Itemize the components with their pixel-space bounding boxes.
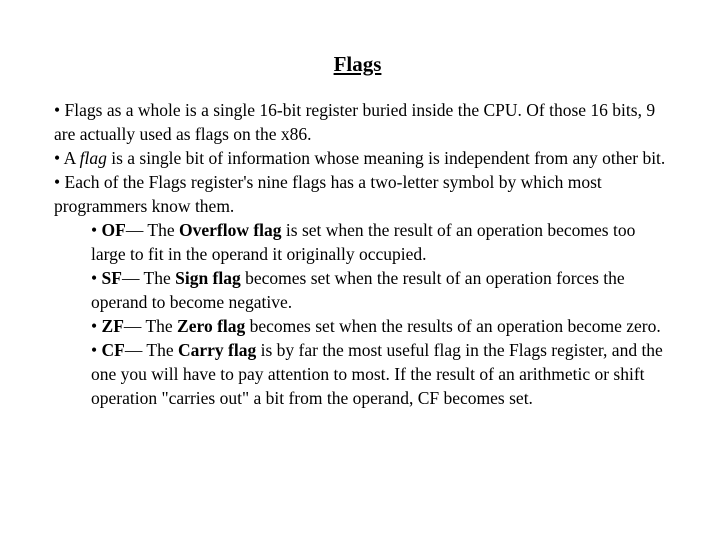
flag-item-cf [91, 338, 674, 410]
flag-dash: — The [123, 316, 178, 336]
bullet-glyph: • [91, 340, 98, 360]
flag-code: ZF [101, 316, 124, 336]
bullet-text: is a single bit of information whose meaning is independent from any other bit. [106, 148, 666, 168]
flag-name: Carry flag [178, 340, 257, 360]
flag-code: CF [101, 340, 125, 360]
flag-code: OF [101, 220, 126, 240]
flag-item-of [91, 218, 674, 266]
flag-item-zf [91, 314, 674, 338]
bullet-text: Each of the Flags register's nine flags has a two-letter symbol by which most programmers know them. [54, 172, 602, 216]
flag-name: Overflow flag [178, 220, 282, 240]
flag-item-sf [91, 266, 674, 314]
bullet-glyph: • [91, 316, 98, 336]
bullet-point-1 [54, 98, 674, 146]
flag-name: Sign flag [175, 268, 241, 288]
bullet-point-2 [54, 146, 674, 170]
bullet-text: A [63, 148, 80, 168]
flag-code: SF [101, 268, 122, 288]
slide-body [54, 98, 674, 410]
bullet-point-3 [54, 170, 674, 218]
bullet-glyph: • [91, 220, 98, 240]
flag-description: becomes set when the results of an operation become zero. [245, 316, 661, 336]
flag-dash: — The [121, 268, 176, 288]
flag-dash: — The [124, 340, 178, 360]
bullet-glyph: • [91, 268, 98, 288]
flag-dash: — The [125, 220, 179, 240]
emphasis-term: flag [79, 148, 107, 168]
flag-description: is set when the result of an operation becomes too large to fit in the operand it originally occupied. [91, 220, 636, 264]
flag-description: is by far the most useful flag in the Flags register, and the one you will have to pay attention to most. If the result of an arithmetic or shift operation "carries out" a bit from the operand, CF becomes set. [91, 340, 663, 408]
flag-description: becomes set when the result of an operation forces the operand to become negative. [91, 268, 625, 312]
bullet-glyph: • [54, 100, 61, 120]
bullet-glyph: • [54, 172, 61, 192]
flag-name: Zero flag [177, 316, 246, 336]
slide-title: Flags [333, 52, 382, 76]
bullet-glyph: • [54, 148, 61, 168]
bullet-text: Flags as a whole is a single 16-bit register buried inside the CPU. Of those 16 bits, 9 are actually used as flags on the x86. [54, 100, 656, 144]
